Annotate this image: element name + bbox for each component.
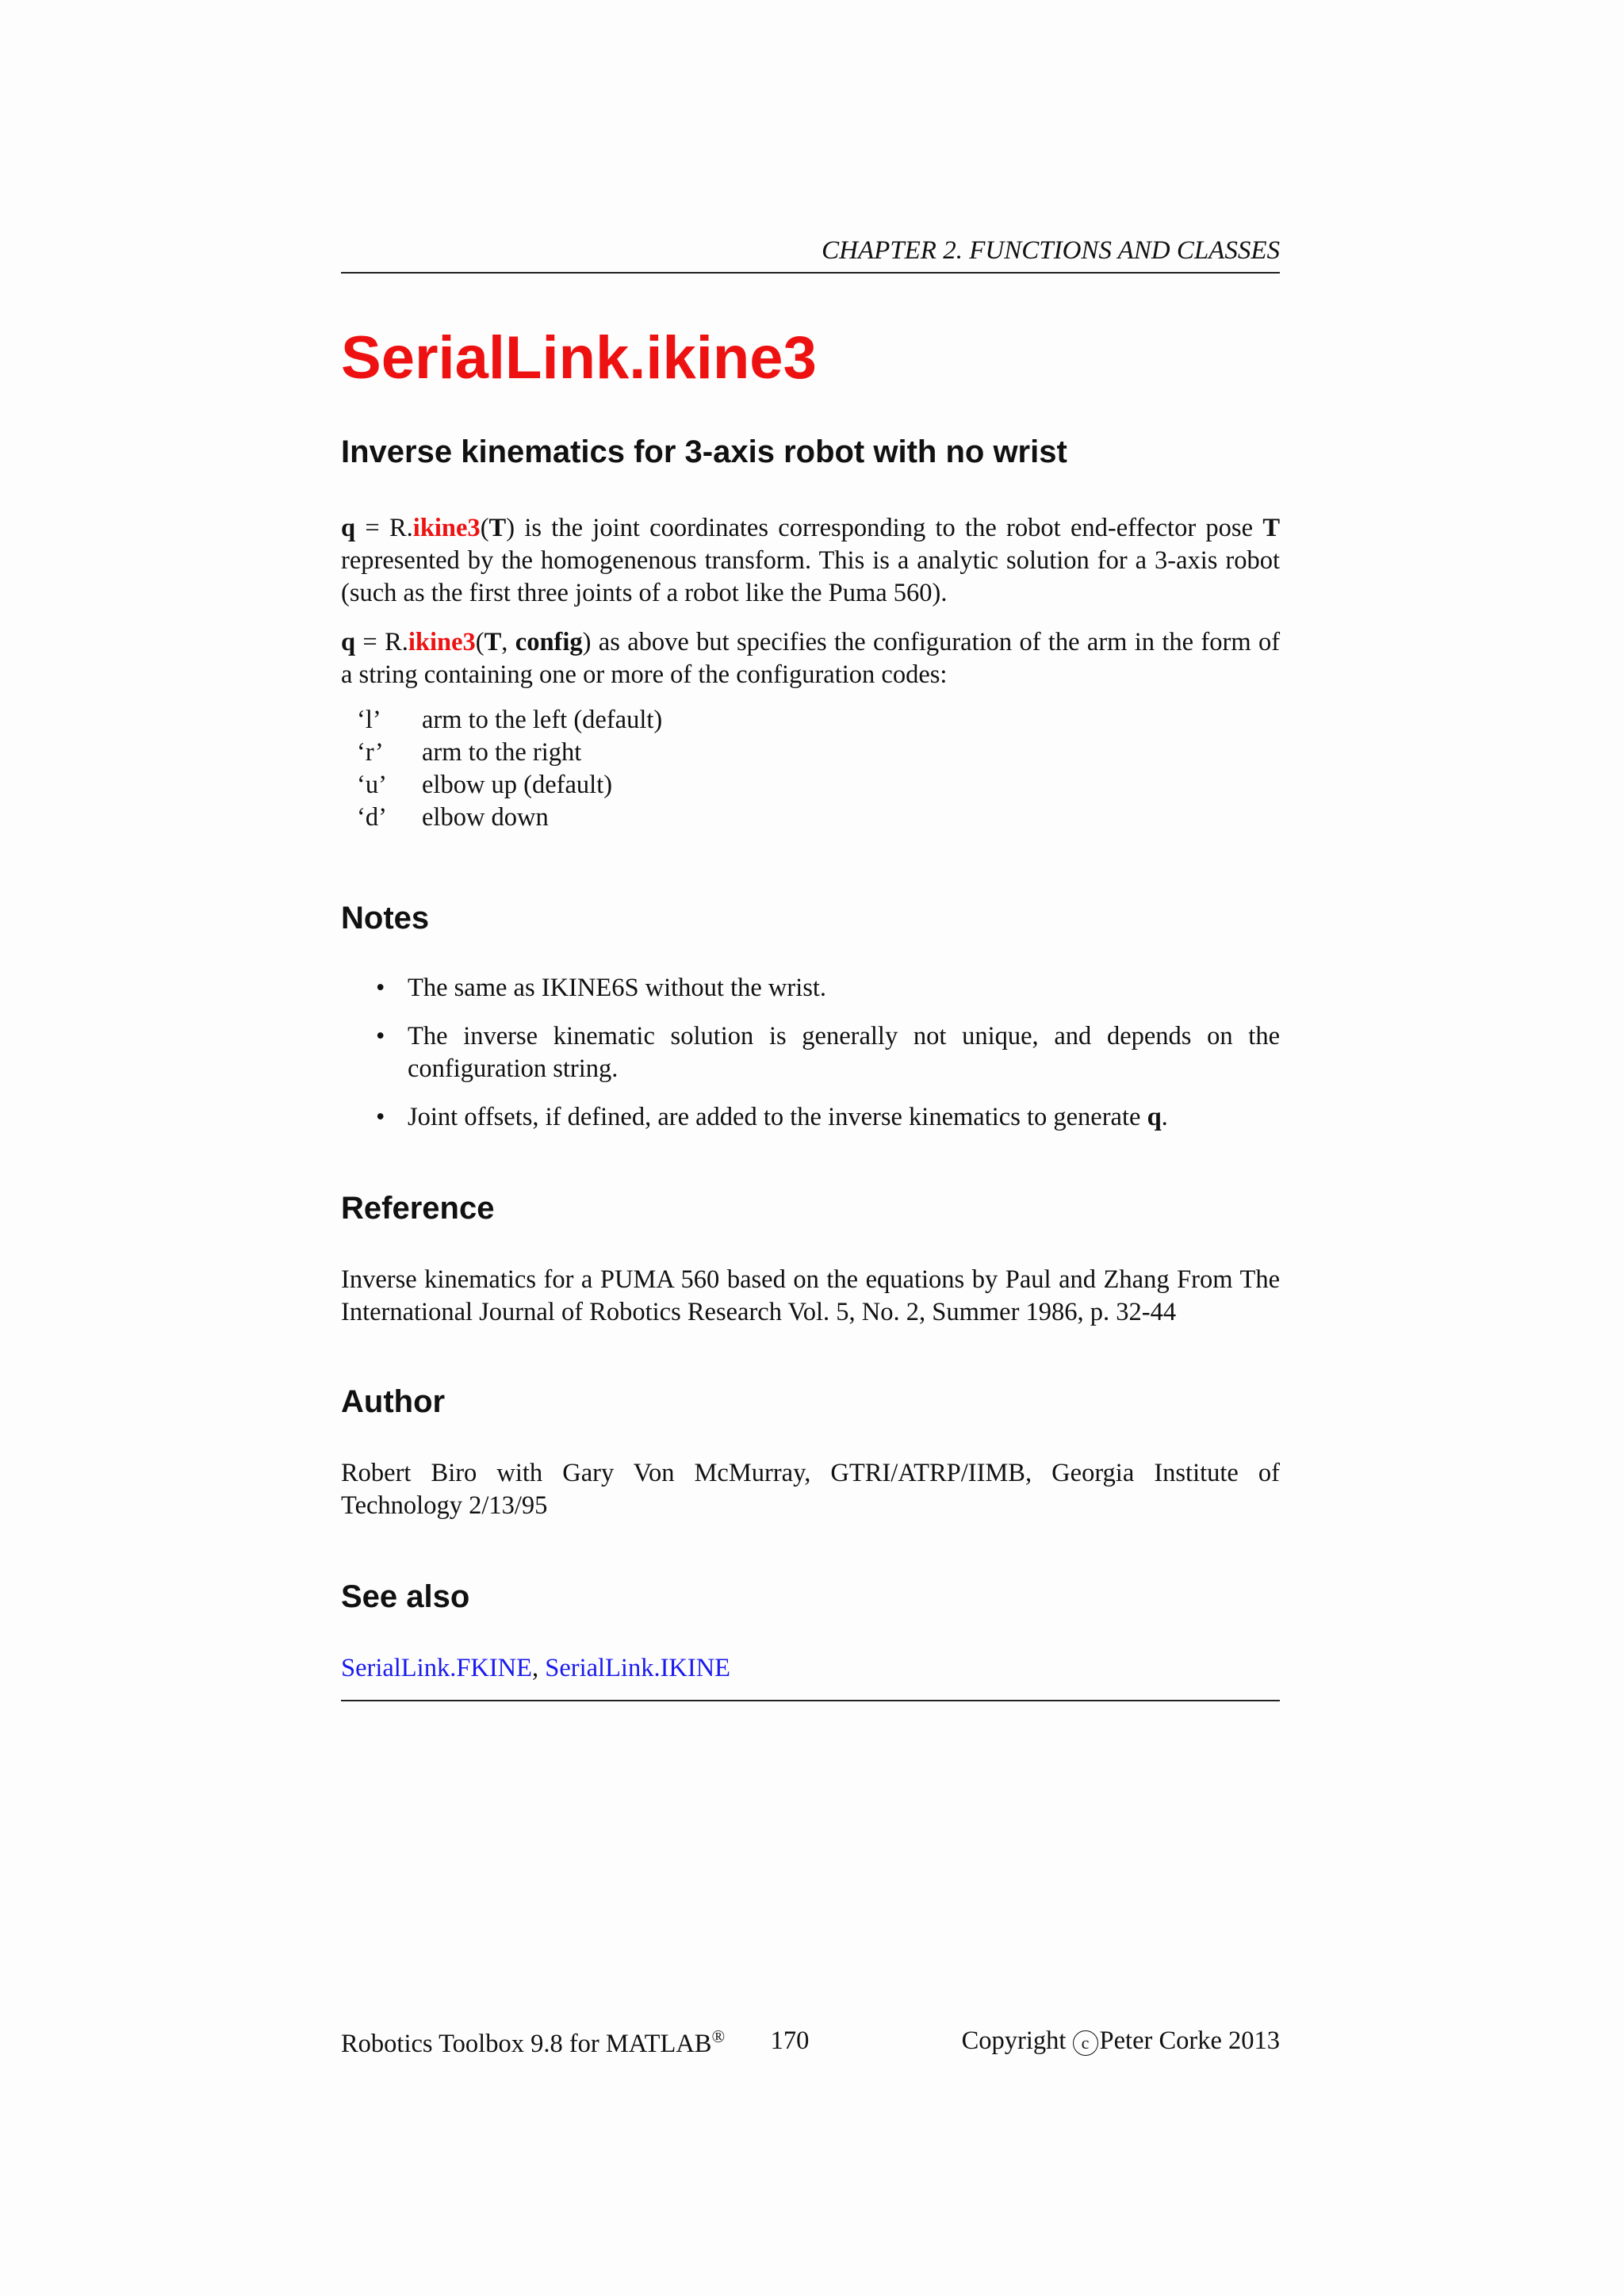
config-code: ‘r’ bbox=[357, 738, 384, 767]
link-fkine[interactable]: SerialLink.FKINE bbox=[341, 1654, 533, 1682]
list-item: • The inverse kinematic solution is generally not unique, and depends on the configuration string. bbox=[376, 1022, 1280, 1083]
usage-func: ikine3 bbox=[412, 514, 481, 542]
bullet-icon: • bbox=[376, 1022, 385, 1050]
config-desc: elbow up (default) bbox=[422, 771, 613, 799]
usage-open: ( bbox=[480, 514, 489, 542]
config-code-row bbox=[357, 704, 662, 737]
page-subtitle: Inverse kinematics for 3-axis robot with no wrist bbox=[341, 434, 1067, 469]
usage2-func: ikine3 bbox=[408, 628, 476, 656]
usage2-lhs: q bbox=[341, 628, 356, 656]
running-head: CHAPTER 2. FUNCTIONS AND CLASSES bbox=[341, 236, 1280, 274]
reference-text: Inverse kinematics for a PUMA 560 based on the equations by Paul and Zhang From The International Journal of Robotics Research Vol. 5, No. 2, Summer 1986, p. 32-44 bbox=[341, 1265, 1280, 1326]
usage-T: T bbox=[1262, 514, 1280, 542]
link-separator: , bbox=[532, 1654, 546, 1682]
reference-heading: Reference bbox=[341, 1191, 495, 1226]
config-desc: arm to the right bbox=[422, 738, 582, 767]
usage-text2: represented by the homogenenous transform. This is a analytic solution for a 3-axis robot (such as the first three joints of a robot like the Puma 560). bbox=[341, 546, 1280, 607]
config-code: ‘l’ bbox=[357, 706, 381, 734]
usage2-open: ( bbox=[475, 628, 485, 656]
config-code-row bbox=[357, 802, 662, 834]
usage2-sep: , bbox=[501, 628, 515, 656]
page-number: 170 bbox=[770, 2026, 810, 2055]
link-ikine[interactable]: SerialLink.IKINE bbox=[545, 1654, 731, 1682]
usage2-text: as above but specifies the configuration of the arm in the form of a string containing one or more of the configuration codes: bbox=[341, 628, 1281, 689]
usage2-arg2: config bbox=[515, 628, 583, 656]
usage2-eq: = R. bbox=[355, 628, 408, 656]
bullet-icon: • bbox=[376, 1103, 385, 1131]
config-code-row bbox=[357, 737, 662, 769]
usage2-arg1: T bbox=[484, 628, 502, 656]
usage-text: is the joint coordinates corresponding to the robot end-effector pose bbox=[515, 514, 1263, 542]
config-desc: arm to the left (default) bbox=[422, 706, 663, 734]
section-divider bbox=[341, 1700, 1280, 1701]
author-heading: Author bbox=[341, 1384, 446, 1419]
page-footer bbox=[341, 2026, 1280, 2061]
usage-eq: = R. bbox=[355, 514, 413, 542]
usage2-close: ) bbox=[582, 628, 592, 656]
bullet-icon: • bbox=[376, 974, 385, 1002]
config-desc: elbow down bbox=[422, 803, 549, 832]
list-item: • Joint offsets, if defined, are added to the inverse kinematics to generate q. bbox=[376, 1101, 1280, 1134]
usage-close: ) bbox=[506, 514, 515, 542]
usage-paragraph-1 bbox=[341, 512, 1280, 610]
usage-arg: T bbox=[488, 514, 507, 542]
config-code: ‘d’ bbox=[357, 803, 387, 832]
see-also-heading: See also bbox=[341, 1579, 470, 1614]
page-title: SerialLink.ikine3 bbox=[341, 324, 817, 392]
copyright-icon: c bbox=[1073, 2030, 1098, 2056]
footer-title: Robotics Toolbox 9.8 for MATLAB® bbox=[341, 2026, 726, 2058]
notes-heading: Notes bbox=[341, 901, 430, 936]
usage-lhs: q bbox=[341, 514, 356, 542]
footer-copyright: Copyright c Peter Corke 2013 bbox=[961, 2026, 1280, 2055]
list-item: • The same as IKINE6S without the wrist. bbox=[376, 972, 1280, 1004]
usage-paragraph-2 bbox=[341, 626, 1280, 691]
config-codes-list bbox=[357, 704, 662, 834]
config-code-row bbox=[357, 769, 662, 802]
author-text: Robert Biro with Gary Von McMurray, GTRI/ATRP/IIMB, Georgia Institute of Technology 2/13/95 bbox=[341, 1459, 1280, 1520]
notes-list bbox=[376, 972, 1280, 1150]
see-also-links bbox=[341, 1654, 730, 1683]
config-code: ‘u’ bbox=[357, 771, 387, 799]
registered-icon: ® bbox=[711, 2026, 726, 2046]
